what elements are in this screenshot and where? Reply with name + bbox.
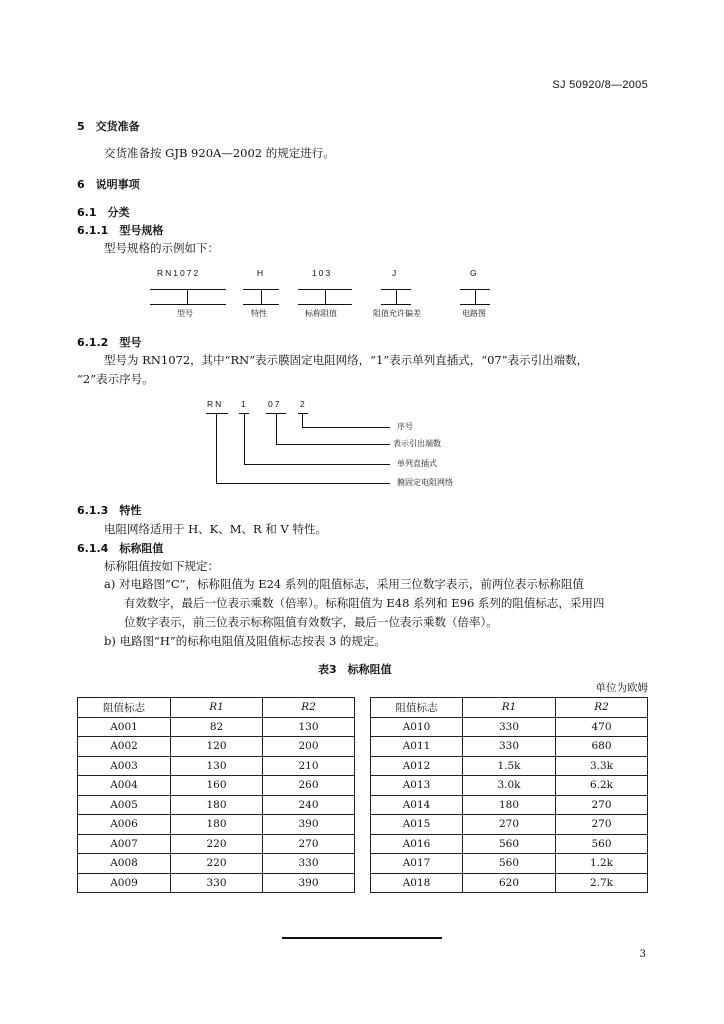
table-row [78,873,355,893]
table-row [78,815,355,835]
code-h: H [257,268,266,278]
code-2: 2 [300,399,307,409]
table-cell: A004 [78,776,171,796]
table-cell: 620 [463,873,556,893]
table-cell: 82 [171,717,263,737]
table-row [78,776,355,796]
table-header-row [371,698,648,718]
code-j: J [392,268,399,278]
standard-number: SJ 50920/8—2005 [552,79,648,91]
code-1: 1 [241,399,248,409]
header-r2: R2 [263,698,355,718]
table-cell: 560 [463,854,556,874]
table-cell: 470 [556,717,648,737]
table-cell: 210 [263,756,355,776]
leader-horizontal [244,464,390,465]
table-cell: 200 [263,737,355,757]
bracket-bottom [298,304,352,305]
table-cell: 560 [463,834,556,854]
table-cell: 330 [171,873,263,893]
header-r2: R2 [556,698,648,718]
table-cell: A011 [371,737,463,757]
table-row [78,834,355,854]
table-unit: 单位为欧姆 [595,682,648,694]
table-row [371,815,648,835]
table-cell: 180 [171,795,263,815]
table-row [78,717,355,737]
table-cell: 220 [171,854,263,874]
table-cell: A013 [371,776,463,796]
section-6-1-1-title: 6.1.1 型号规格 [77,224,164,237]
table-row [371,737,648,757]
leader-vertical [244,413,245,464]
code-rn: RN [207,399,224,409]
section-6-1-4-title: 6.1.4 标称阻值 [77,542,164,555]
code-g: G [470,268,479,278]
table-header-row [78,698,355,718]
table-cell: 270 [463,815,556,835]
section-5-title: 5 交货准备 [77,120,140,133]
header-r1: R1 [463,698,556,718]
table-cell: A016 [371,834,463,854]
label-model: 型号 [177,309,193,318]
label-circuit: 电路图 [462,309,486,318]
underline-rn [206,413,228,414]
table-cell: 120 [171,737,263,757]
leader-vertical [276,413,277,444]
label-film-network: 膜固定电阻网络 [397,478,453,487]
bracket-stem [261,289,262,304]
table-cell: 3.3k [556,756,648,776]
table-cell: 180 [171,815,263,835]
bracket-bottom [150,304,226,305]
bracket-stem [475,289,476,304]
item-a-line-2: 有效数字，最后一位表示乘数（倍率）。标称阻值为 E48 系列和 E96 系列的阻值标志，采用四 [124,596,605,610]
header-marking: 阻值标志 [371,698,463,718]
section-6-1-title: 6.1 分类 [77,206,130,219]
table-3-right [370,697,648,893]
table-cell: 270 [263,834,355,854]
section-6-1-2-body-2: “2”表示序号。 [77,372,154,386]
table-row [371,873,648,893]
table-cell: 1.2k [556,854,648,874]
table-cell: A001 [78,717,171,737]
label-sip: 单列直插式 [397,459,437,468]
table-3-left [77,697,355,893]
table-cell: A007 [78,834,171,854]
item-a-line-3: 位数字表示，前三位表示标称阻值有效数字，最后一位表示乘数（倍率）。 [124,615,498,629]
section-6-1-4-body: 标称阻值按如下规定： [104,559,219,573]
table-cell: 6.2k [556,776,648,796]
table-row [371,776,648,796]
table-cell: 560 [556,834,648,854]
section-6-title: 6 说明事项 [77,178,140,191]
bracket-stem [396,289,397,304]
code-rn1072: RN1072 [157,268,201,278]
table-cell: 390 [263,815,355,835]
table-cell: 130 [263,717,355,737]
table-row [371,795,648,815]
table-row [371,756,648,776]
table-row [78,795,355,815]
section-6-1-2-body-1: 型号为 RN1072，其中“RN”表示膜固定电阻网络，“1”表示单列直插式，“07”表示引出端数， [104,353,589,367]
bracket-bottom [381,304,411,305]
table-cell: 330 [263,854,355,874]
table-row [78,756,355,776]
label-serial-number: 序号 [397,422,413,431]
leader-horizontal [276,444,390,445]
table-cell: 180 [463,795,556,815]
code-07: 07 [268,399,282,409]
table-cell: 3.0k [463,776,556,796]
table-cell: 160 [171,776,263,796]
table-cell: 1.5k [463,756,556,776]
table-cell: 270 [556,815,648,835]
table-cell: A006 [78,815,171,835]
section-6-1-1-body: 型号规格的示例如下： [104,241,219,255]
table-row [78,854,355,874]
table-cell: A017 [371,854,463,874]
leader-horizontal [302,427,390,428]
table-cell: A010 [371,717,463,737]
section-6-1-2-title: 6.1.2 型号 [77,336,142,349]
table-cell: A018 [371,873,463,893]
table-row [371,854,648,874]
table-cell: 270 [556,795,648,815]
bracket-stem [325,289,326,304]
table-cell: A012 [371,756,463,776]
table-cell: 240 [263,795,355,815]
table-cell: 2.7k [556,873,648,893]
table-cell: 680 [556,737,648,757]
table-cell: A014 [371,795,463,815]
bracket-stem [187,289,188,304]
leader-horizontal [216,483,390,484]
footer-rule [282,937,442,939]
bracket-top [150,289,226,290]
header-marking: 阻值标志 [78,698,171,718]
table-cell: 330 [463,737,556,757]
table-row [371,834,648,854]
table-row [371,717,648,737]
label-terminal-count: 表示引出端数 [393,439,441,448]
section-6-1-3-body: 电阻网络适用于 H、K、M、R 和 V 特性。 [104,522,327,536]
label-nominal-resistance: 标称阻值 [305,309,337,318]
leader-vertical [302,413,303,427]
page-number: 3 [639,949,646,960]
header-r1: R1 [171,698,263,718]
table-cell: A003 [78,756,171,776]
table-cell: A008 [78,854,171,874]
underline-2 [298,413,308,414]
table-cell: A005 [78,795,171,815]
bracket-bottom [460,304,490,305]
label-characteristic: 特性 [251,309,267,318]
table-cell: 330 [463,717,556,737]
table-cell: A015 [371,815,463,835]
table-cell: 130 [171,756,263,776]
bracket-bottom [243,304,279,305]
section-6-1-3-title: 6.1.3 特性 [77,504,142,517]
table-title: 表3 标称阻值 [318,663,392,676]
table-row [78,737,355,757]
table-cell: A002 [78,737,171,757]
table-cell: 220 [171,834,263,854]
table-cell: 260 [263,776,355,796]
item-b: b) 电路图“H”的标称电阻值及阻值标志按表 3 的规定。 [104,634,386,648]
item-a-line-1: a) 对电路图“C”，标称阻值为 E24 系列的阻值标志，采用三位数字表示，前两位表示标称阻值 [104,577,584,591]
table-cell: 390 [263,873,355,893]
table-cell: A009 [78,873,171,893]
leader-vertical [216,413,217,483]
label-tolerance: 阻值允许偏差 [373,309,421,318]
section-5-body: 交货准备按 GJB 920A—2002 的规定进行。 [104,146,335,160]
code-103: 103 [312,268,333,278]
